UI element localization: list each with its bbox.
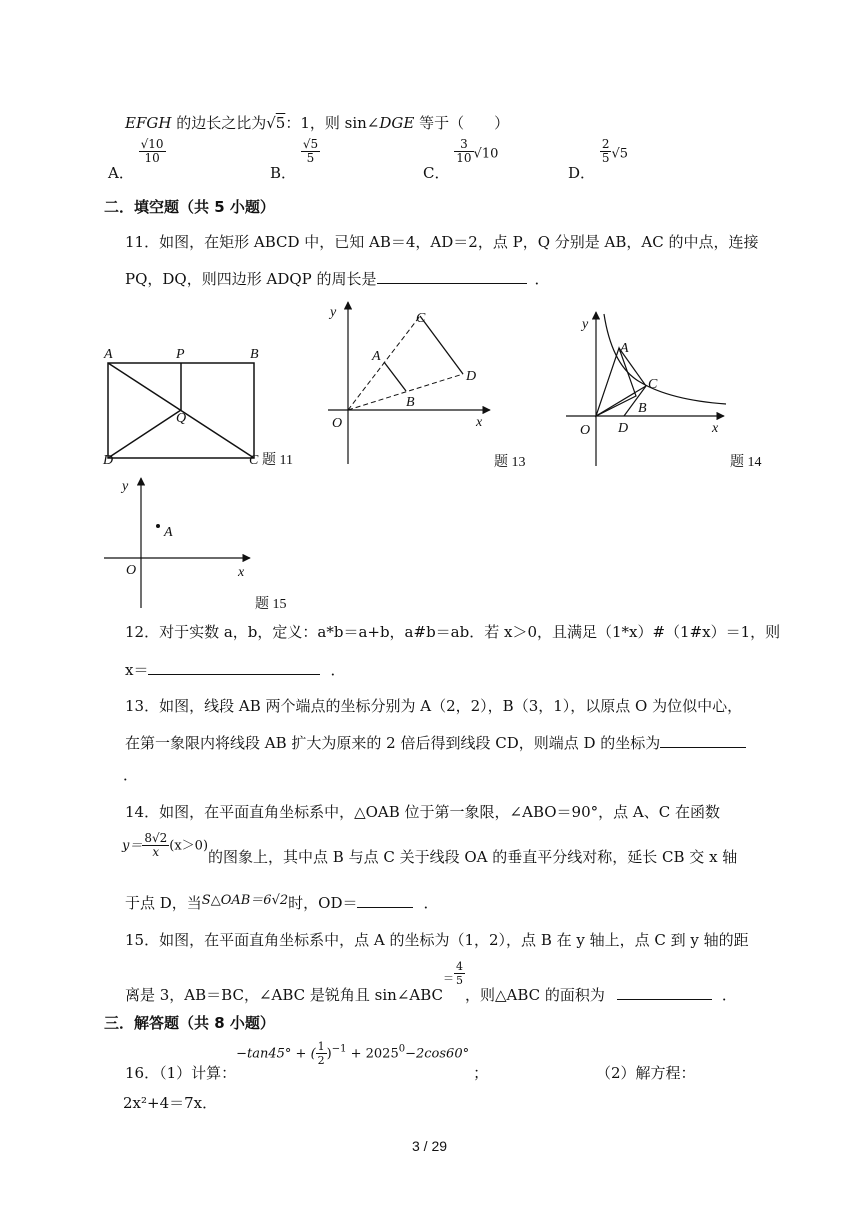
q16-part2-label: （2）解方程： xyxy=(596,1064,696,1082)
q15-line1: 15．如图，在平面直角坐标系中，点 A 的坐标为（1，2），点 B 在 y 轴上，点 C 到 y 轴的距 xyxy=(125,931,749,949)
q15-answer-blank[interactable] xyxy=(617,985,712,1000)
label-b: B xyxy=(250,347,259,362)
label-c: C xyxy=(648,377,658,392)
label-q: Q xyxy=(176,411,187,426)
q15-sine-fraction: $\frac{4}{5}$ xyxy=(456,960,463,987)
q10-option-b: B． $\frac{√5}{5}$ xyxy=(270,137,319,182)
q12-line2: x＝ ． xyxy=(125,661,346,679)
figure-14 xyxy=(560,306,780,472)
q14-function-fraction: $\frac{8√2}{x}$ xyxy=(144,831,168,859)
label-a: A xyxy=(372,349,381,364)
label-d: D xyxy=(466,369,477,384)
label-c: C xyxy=(249,453,259,468)
figure-13 xyxy=(318,296,548,472)
label-d: D xyxy=(618,421,629,436)
figure-15 xyxy=(98,470,308,616)
q14-line2: y＝ $\frac{8√2}{x}$ (x＞0)的图象上，其中点 B 与点 C 关于线段 OA 的垂直平分线对称，延长 CB 交 x 轴 xyxy=(122,831,738,866)
q13-line1: 13．如图，线段 AB 两个端点的坐标分别为 A（2，2），B（3，1），以原点 O 为位似中心， xyxy=(125,697,743,715)
label-a: A xyxy=(104,347,113,362)
q16-equation: 2x²+4＝7x． xyxy=(123,1094,218,1112)
q10-stem: EFGH 的边长之比为√5：1，则 sin∠DGE 等于（ ） xyxy=(125,114,510,132)
section-title-answer: 三．解答题（共 8 小题） xyxy=(104,1014,275,1032)
label-d: D xyxy=(103,453,114,468)
q11-line1: 11．如图，在矩形 ABCD 中，已知 AB＝4，AD＝2，点 P，Q 分别是 AB，AC 的中点，连接 xyxy=(125,233,759,251)
caption-13: 题 13 xyxy=(494,455,526,470)
caption-14: 题 14 xyxy=(730,455,762,470)
q13-line3: ． xyxy=(123,766,139,784)
label-b: B xyxy=(638,401,647,416)
page-number: 3 / 29 xyxy=(412,1138,448,1154)
q11-answer-blank[interactable] xyxy=(377,269,527,284)
label-x: x xyxy=(712,421,719,436)
caption-11: 题 11 xyxy=(262,453,293,468)
ratio-sqrt: √5 xyxy=(266,114,286,132)
label-o: O xyxy=(332,416,343,431)
q10-square-name: EFGH xyxy=(125,114,172,132)
q10-option-d: D． $\frac{2}{5}$ √5 xyxy=(568,137,629,182)
label-o: O xyxy=(126,563,137,578)
q13-line2: 在第一象限内将线段 AB 扩大为原来的 2 倍后得到线段 CD，则端点 D 的坐标为 xyxy=(125,732,746,753)
label-x: x xyxy=(476,415,483,430)
segment-cd xyxy=(420,316,463,374)
q12-line1: 12．对于实数 a，b，定义：a*b＝a+b，a#b＝ab．若 x＞0，且满足（1*x）#（1#x）＝1，则 xyxy=(125,623,781,641)
triangle-oab xyxy=(596,348,636,416)
q14-line1: 14．如图，在平面直角坐标系中，△OAB 位于第一象限，∠ABO＝90°，点 A、C 在函数 xyxy=(125,803,720,821)
label-a: A xyxy=(620,341,629,356)
q16-line1: 16．（1）计算：−tan45° + ( $\frac{1}{2}$ )$^{-1} + 2025^0-2\cos 60^\circ$； xyxy=(125,1040,489,1082)
segment-dq xyxy=(108,410,181,458)
label-y: y xyxy=(330,305,337,320)
section-title-fill-in: 二．填空题（共 5 小题） xyxy=(104,198,275,216)
point-a xyxy=(156,524,160,528)
segment-ab xyxy=(384,362,406,391)
q10-option-a: A． $\frac{√10}{10}$ xyxy=(108,137,164,182)
q14-line3: 于点 D，当S△OAB＝6√2时，OD＝ ． xyxy=(125,893,439,912)
label-c: C xyxy=(416,311,426,326)
q16-half-fraction: $\frac{1}{2}$ xyxy=(317,1040,325,1067)
q13-answer-blank[interactable] xyxy=(660,733,746,748)
q14-answer-blank[interactable] xyxy=(357,893,413,908)
label-o: O xyxy=(580,423,591,438)
label-p: P xyxy=(176,347,185,362)
q10-option-c: C． $\frac{3}{10}$ √10 xyxy=(423,137,499,182)
figure-11 xyxy=(98,340,308,470)
label-y: y xyxy=(582,317,589,332)
q15-line2: 离是 3，AB＝BC，∠ABC 是锐角且 $\sin\angle ABC_=$ $\frac{4}{5}$ ，则△ABC 的面积为 ． xyxy=(125,960,737,1004)
q12-answer-blank[interactable] xyxy=(148,660,320,675)
q11-line2: PQ，DQ，则四边形 ADQP 的周长是 ． xyxy=(125,270,550,288)
label-b: B xyxy=(406,395,415,410)
label-y: y xyxy=(122,479,129,494)
label-a: A xyxy=(164,525,173,540)
label-x: x xyxy=(238,565,245,580)
caption-15: 题 15 xyxy=(255,597,287,612)
